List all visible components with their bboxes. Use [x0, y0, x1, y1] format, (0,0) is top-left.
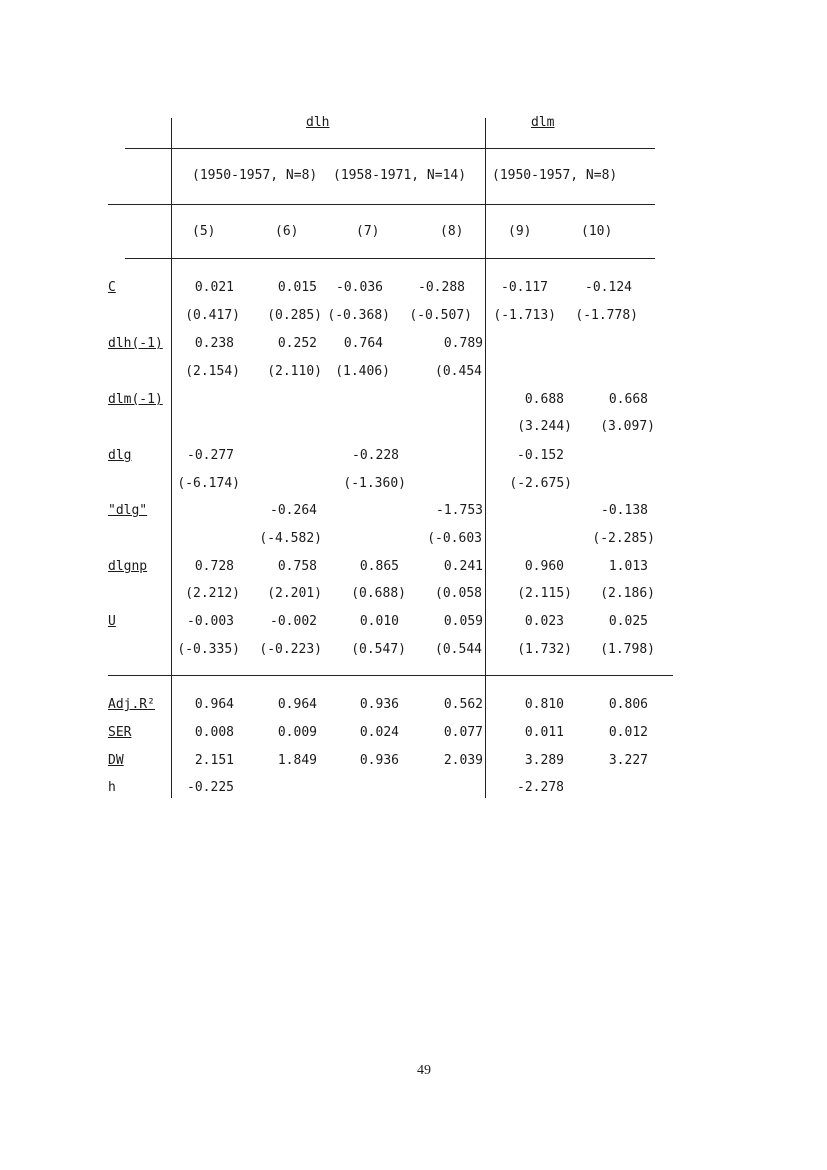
- tstat-dlh-lag-8: (0.454: [435, 364, 482, 379]
- tstat-c-5: (0.417): [185, 308, 240, 323]
- tstat-dlg-5: (-6.174): [177, 476, 240, 491]
- tstat-c-9: (-1.713): [493, 308, 556, 323]
- tstat-dlgnp-7: (0.688): [351, 586, 406, 601]
- tstat-c-10: (-1.778): [575, 308, 638, 323]
- stat-label-dw: DW: [108, 753, 124, 768]
- tstat-u-8: (0.544: [435, 642, 482, 657]
- coef-u-7: 0.010: [359, 614, 399, 629]
- tstat-dlgnp-9: (2.115): [517, 586, 572, 601]
- coef-dlg-5: -0.277: [187, 448, 234, 463]
- adj-r2-6: 0.964: [277, 697, 317, 712]
- tstat-c-8: (-0.507): [409, 308, 472, 323]
- row-label-dlgnp: dlgnp: [108, 559, 148, 574]
- ser-10: 0.012: [608, 725, 648, 740]
- dlh-dlm-separator: [485, 118, 486, 798]
- ser-6: 0.009: [277, 725, 317, 740]
- adj-r2-5: 0.964: [194, 697, 234, 712]
- period-header-1950-1957-dlm: (1950-1957, N=8): [492, 168, 618, 183]
- coef-u-10: 0.025: [608, 614, 648, 629]
- coef-dlgnp-7: 0.865: [359, 559, 399, 574]
- col-header-10: (10): [581, 224, 613, 239]
- coef-c-6: 0.015: [277, 280, 317, 295]
- tstat-dlm-lag-9: (3.244): [517, 419, 572, 434]
- coef-dlg-quoted-6: -0.264: [270, 503, 317, 518]
- adj-r2-7: 0.936: [359, 697, 399, 712]
- dw-9: 3.289: [524, 753, 564, 768]
- h-5: -0.225: [187, 780, 234, 795]
- coef-u-9: 0.023: [524, 614, 564, 629]
- coef-u-5: -0.003: [187, 614, 234, 629]
- tstat-dlg-quoted-10: (-2.285): [592, 531, 655, 546]
- stat-label-ser: SER: [108, 725, 132, 740]
- col-header-6: (6): [275, 224, 299, 239]
- adj-r2-9: 0.810: [524, 697, 564, 712]
- tstat-dlg-quoted-6: (-4.582): [259, 531, 322, 546]
- coef-dlm-lag-10: 0.668: [608, 392, 648, 407]
- tstat-dlh-lag-5: (2.154): [185, 364, 240, 379]
- group-header-dlm: dlm: [531, 115, 555, 130]
- row-label-dlg-quoted: "dlg": [108, 503, 148, 518]
- coef-dlm-lag-9: 0.688: [524, 392, 564, 407]
- tstat-dlgnp-5: (2.212): [185, 586, 240, 601]
- coef-c-5: 0.021: [194, 280, 234, 295]
- left-column-separator: [171, 118, 172, 798]
- coef-dlg-quoted-10: -0.138: [601, 503, 648, 518]
- row-label-u: U: [108, 614, 116, 629]
- coef-c-8: -0.288: [418, 280, 465, 295]
- stat-label-h: h: [108, 780, 116, 795]
- adj-r2-8: 0.562: [443, 697, 483, 712]
- ser-5: 0.008: [194, 725, 234, 740]
- coef-dlgnp-5: 0.728: [194, 559, 234, 574]
- coef-c-9: -0.117: [501, 280, 548, 295]
- tstat-u-9: (1.732): [517, 642, 572, 657]
- tstat-dlg-7: (-1.360): [343, 476, 406, 491]
- col-header-9: (9): [508, 224, 532, 239]
- tstat-u-10: (1.798): [600, 642, 655, 657]
- coef-dlg-7: -0.228: [352, 448, 399, 463]
- coef-dlh-lag-5: 0.238: [194, 336, 234, 351]
- rule-above-stats: [108, 675, 673, 676]
- coef-dlgnp-6: 0.758: [277, 559, 317, 574]
- coef-dlgnp-8: 0.241: [443, 559, 483, 574]
- row-label-dlm-lag: dlm(-1): [108, 392, 163, 407]
- tstat-u-6: (-0.223): [259, 642, 322, 657]
- period-header-1958-1971: (1958-1971, N=14): [333, 168, 467, 183]
- dw-8: 2.039: [443, 753, 483, 768]
- coef-dlgnp-9: 0.960: [524, 559, 564, 574]
- row-label-c: C: [108, 280, 116, 295]
- row-label-dlh-lag: dlh(-1): [108, 336, 163, 351]
- col-header-5: (5): [192, 224, 216, 239]
- dw-10: 3.227: [608, 753, 648, 768]
- coef-dlg-9: -0.152: [517, 448, 564, 463]
- tstat-u-5: (-0.335): [177, 642, 240, 657]
- tstat-dlgnp-10: (2.186): [600, 586, 655, 601]
- ser-9: 0.011: [524, 725, 564, 740]
- coef-u-8: 0.059: [443, 614, 483, 629]
- col-header-8: (8): [440, 224, 464, 239]
- coef-dlh-lag-7: 0.764: [343, 336, 383, 351]
- period-header-1950-1957: (1950-1957, N=8): [192, 168, 318, 183]
- rule-under-group-header: [125, 148, 655, 149]
- ser-7: 0.024: [359, 725, 399, 740]
- dw-6: 1.849: [277, 753, 317, 768]
- coef-u-6: -0.002: [270, 614, 317, 629]
- ser-8: 0.077: [443, 725, 483, 740]
- tstat-dlh-lag-6: (2.110): [267, 364, 322, 379]
- tstat-c-7: (-0.368): [327, 308, 390, 323]
- tstat-dlgnp-8: (0.058: [435, 586, 482, 601]
- coef-dlg-quoted-8: -1.753: [436, 503, 483, 518]
- tstat-dlg-quoted-8: (-0.603: [427, 531, 482, 546]
- tstat-c-6: (0.285): [267, 308, 322, 323]
- coef-c-7: -0.036: [336, 280, 383, 295]
- tstat-dlgnp-6: (2.201): [267, 586, 322, 601]
- tstat-dlm-lag-10: (3.097): [600, 419, 655, 434]
- col-header-7: (7): [356, 224, 380, 239]
- coef-dlh-lag-6: 0.252: [277, 336, 317, 351]
- stat-label-adj-r2: Adj.R²: [108, 697, 155, 712]
- h-9: -2.278: [517, 780, 564, 795]
- group-header-dlh: dlh: [306, 115, 330, 130]
- coef-dlgnp-10: 1.013: [608, 559, 648, 574]
- adj-r2-10: 0.806: [608, 697, 648, 712]
- rule-under-period-header: [108, 204, 655, 205]
- tstat-dlg-9: (-2.675): [509, 476, 572, 491]
- row-label-dlg: dlg: [108, 448, 132, 463]
- tstat-dlh-lag-7: (1.406): [335, 364, 390, 379]
- coef-dlh-lag-8: 0.789: [443, 336, 483, 351]
- dw-7: 0.936: [359, 753, 399, 768]
- tstat-u-7: (0.547): [351, 642, 406, 657]
- page-number: 49: [417, 1063, 431, 1078]
- dw-5: 2.151: [194, 753, 234, 768]
- rule-under-col-header: [125, 258, 655, 259]
- coef-c-10: -0.124: [585, 280, 632, 295]
